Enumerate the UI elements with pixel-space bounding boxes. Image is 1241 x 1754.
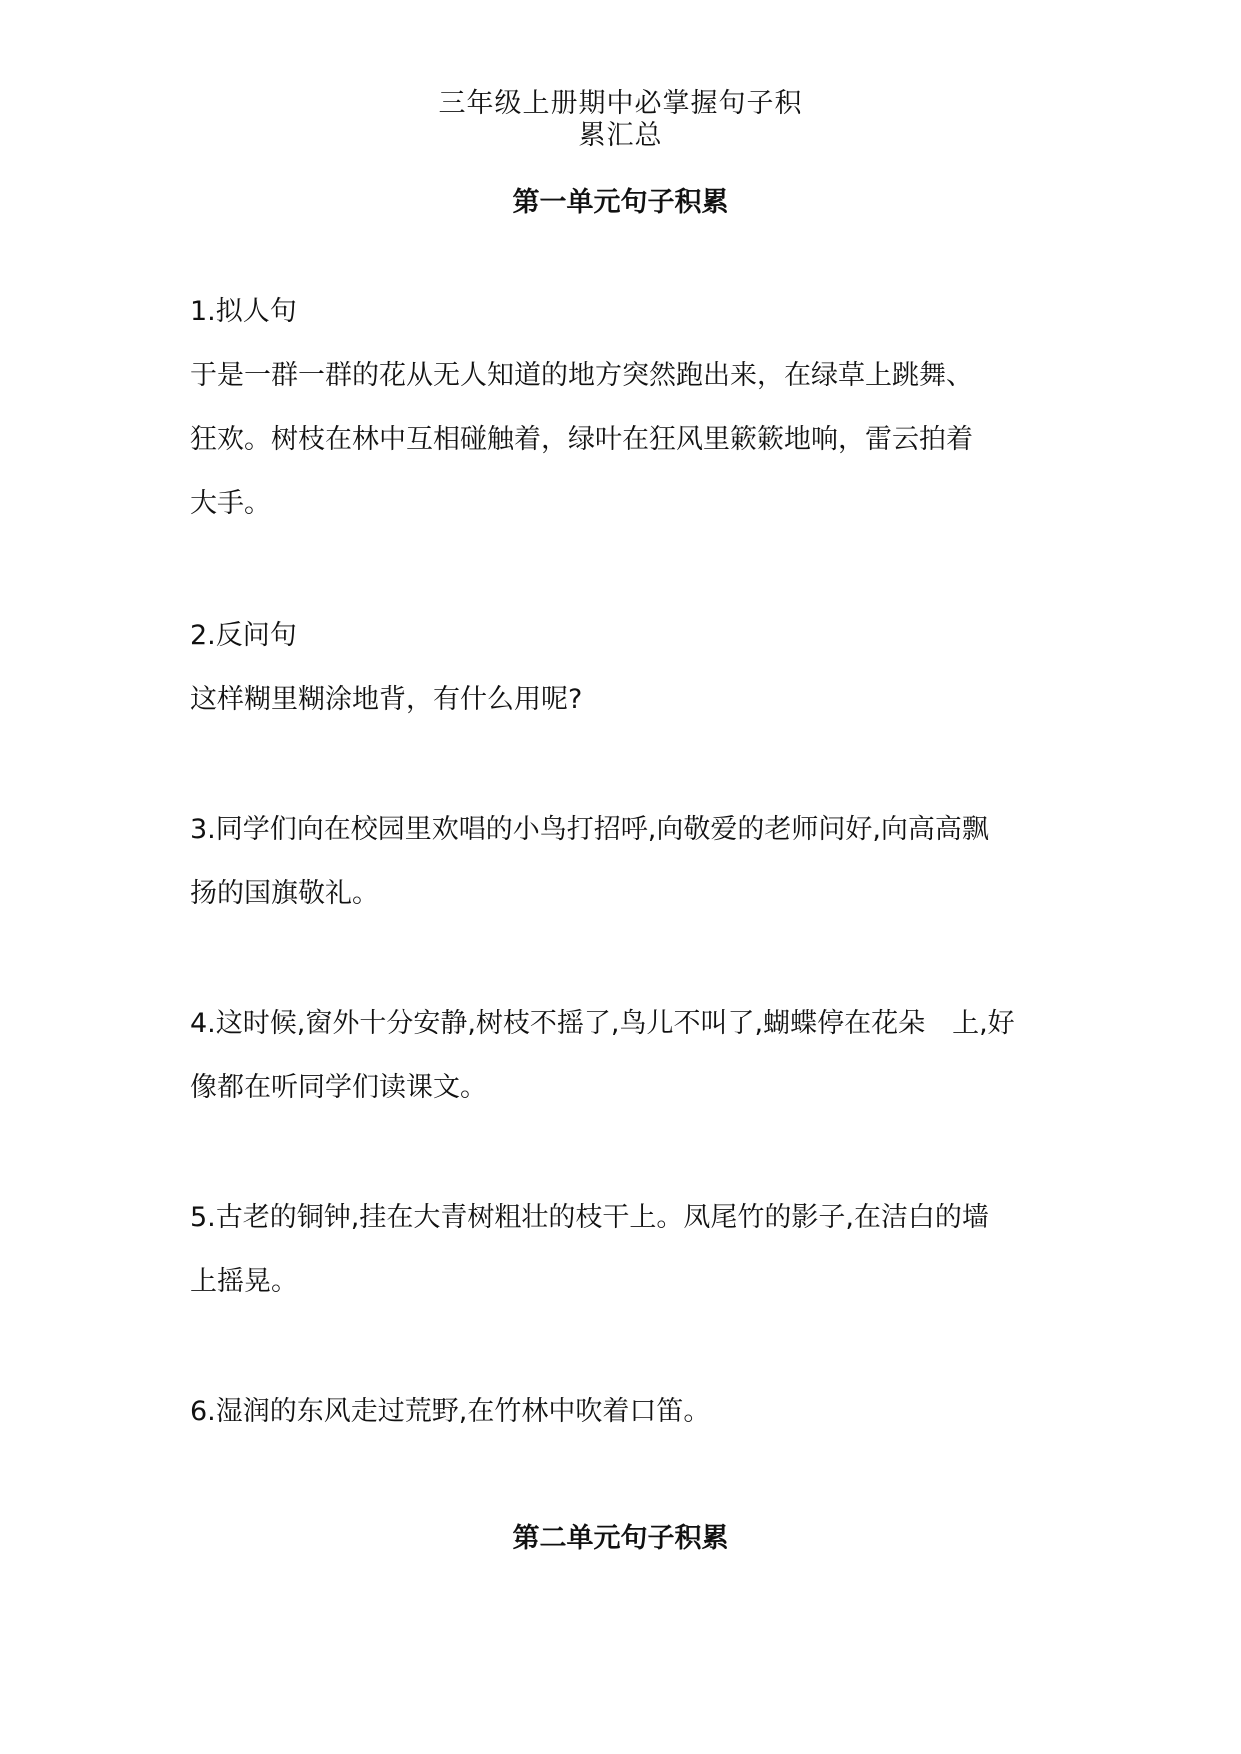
- item-text-line: 5.古老的铜钟,挂在大青树粗壮的枝干上。凤尾竹的影子,在洁白的墙: [190, 1202, 989, 1233]
- sentence-item-3: [190, 798, 1070, 926]
- item-text-line: 上摇晃。: [190, 1266, 298, 1297]
- sentence-item-6: [190, 1380, 1070, 1444]
- item-text-line: 狂欢。树枝在林中互相碰触着，绿叶在狂风里簌簌地响，雷云拍着: [190, 424, 973, 455]
- sentence-item-4: [190, 992, 1070, 1120]
- sentence-item-2: [190, 604, 1070, 732]
- document-title: [0, 88, 1241, 152]
- sentence-item-1: [190, 280, 1070, 536]
- document-title-line-1: 三年级上册期中必掌握句子积: [438, 88, 803, 119]
- item-text-line: 大手。: [190, 488, 271, 519]
- item-text-line: 3.同学们向在校园里欢唱的小鸟打招呼,向敬爱的老师问好,向高高飘: [190, 814, 989, 845]
- item-text-line: 像都在听同学们读课文。: [190, 1072, 487, 1103]
- document-title-line-2: 累汇总: [578, 120, 663, 151]
- item-text-line: 扬的国旗敬礼。: [190, 878, 379, 909]
- item-text-line: 这样糊里糊涂地背，有什么用呢?: [190, 684, 583, 715]
- item-label: 2.反问句: [190, 620, 297, 651]
- item-label: 1.拟人句: [190, 296, 297, 327]
- section-heading-unit-1: 第一单元句子积累: [512, 187, 729, 218]
- section-heading-unit-2: 第二单元句子积累: [512, 1523, 729, 1554]
- item-text-line: 6.湿润的东风走过荒野,在竹林中吹着口笛。: [190, 1396, 711, 1427]
- sentence-item-5: [190, 1186, 1070, 1314]
- item-text-line: 于是一群一群的花从无人知道的地方突然跑出来，在绿草上跳舞、: [190, 360, 973, 391]
- item-text-line: 4.这时候,窗外十分安静,树枝不摇了,鸟儿不叫了,蝴蝶停在花朵 上,好: [190, 1008, 1015, 1039]
